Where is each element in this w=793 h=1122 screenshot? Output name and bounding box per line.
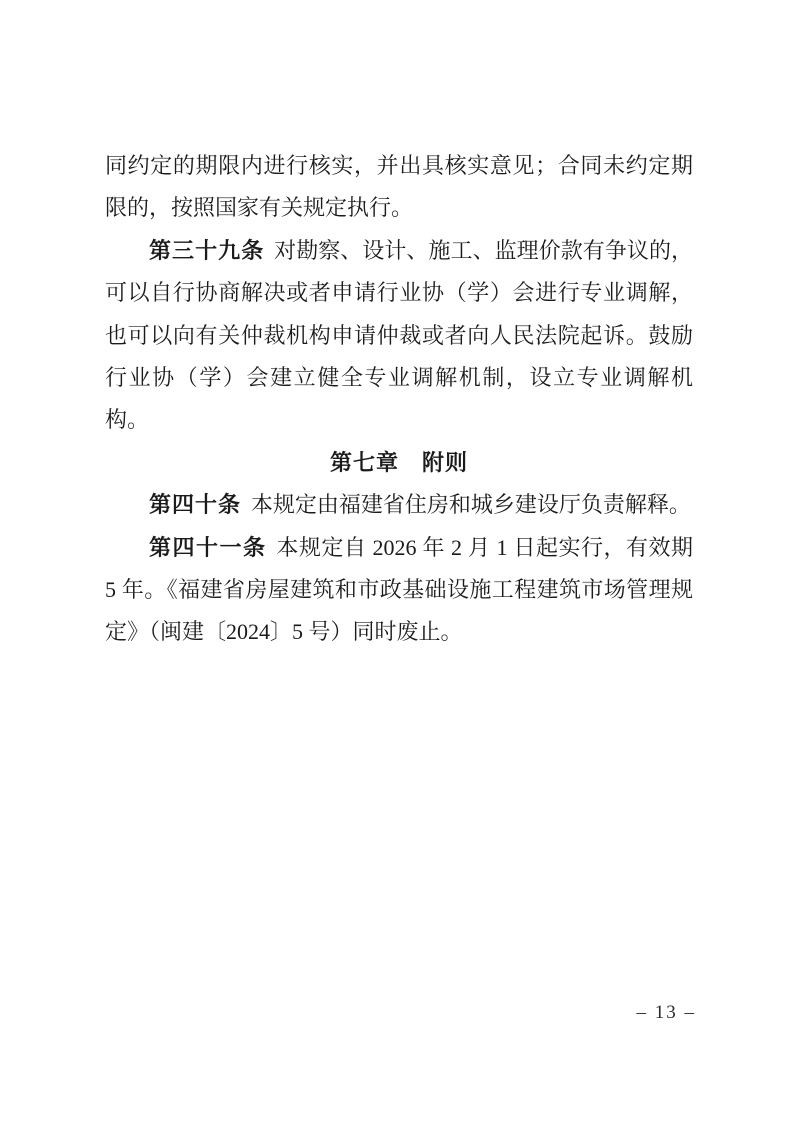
article-40-number: 第四十条: [149, 492, 242, 518]
chapter-7-heading: [105, 442, 693, 484]
chapter-7-heading-text: 第七章 附则: [329, 449, 468, 475]
article-41-number: 第四十一条: [149, 534, 267, 560]
article-39-text: 对勘察、设计、施工、监理价款有争议的，可以自行协商解决或者申请行业协（学）会进行专业调解，也可以向有关仲裁机构申请仲裁或者向人民法院起诉。鼓励行业协（学）会建立健全专业调解机制，设立专业调解机构。: [105, 237, 693, 433]
page-number-text: – 13 –: [636, 1002, 696, 1023]
article-39-paragraph: [105, 230, 693, 442]
paragraph-continuation-text: 同约定的期限内进行核实，并出具核实意见；合同未约定期限的，按照国家有关规定执行。: [105, 153, 693, 221]
paragraph-continuation: [105, 145, 693, 230]
article-41-text: 本规定自 2026 年 2 月 1 日起实行，有效期 5 年。《福建省房屋建筑和市政基础设施工程建筑市场管理规定》（闽建〔2024〕5 号）同时废止。: [105, 534, 693, 645]
article-40-paragraph: [105, 484, 693, 526]
article-40-text: 本规定由福建省住房和城乡建设厅负责解释。: [250, 492, 691, 518]
article-39-number: 第三十九条: [149, 237, 265, 263]
document-body: [105, 145, 693, 654]
page-number: [637, 1002, 697, 1024]
article-41-paragraph: [105, 527, 693, 654]
